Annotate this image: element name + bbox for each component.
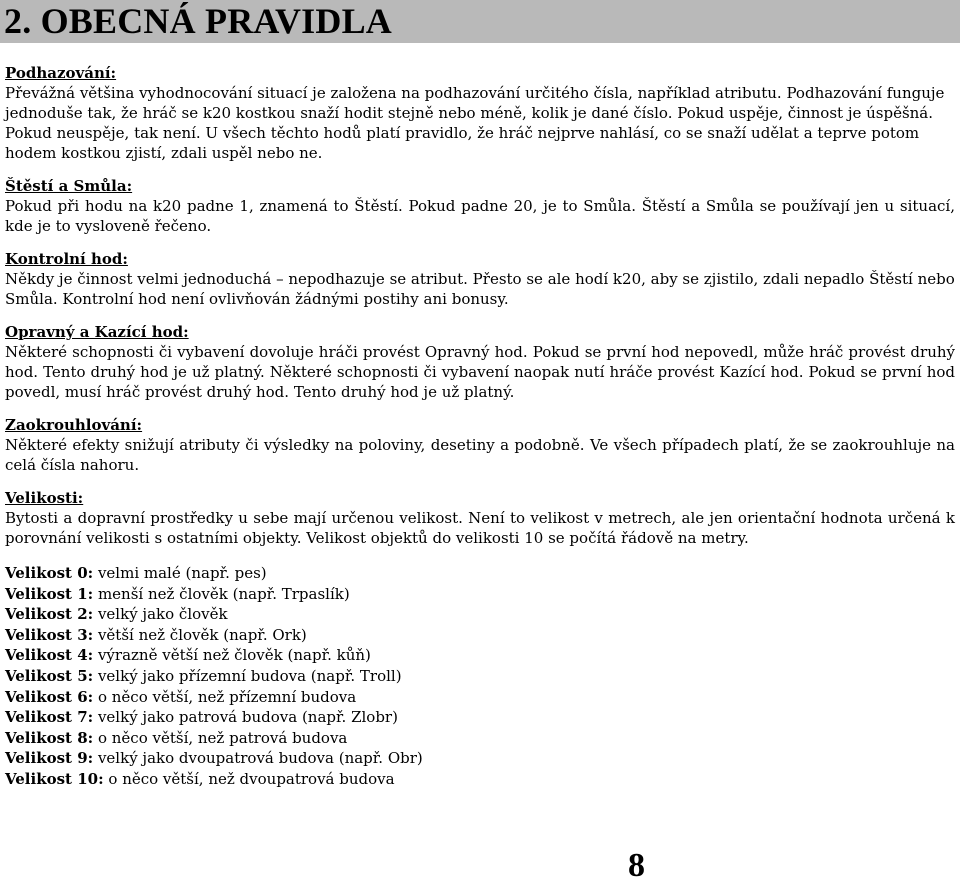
size-label: Velikost 8: — [5, 728, 94, 747]
document-body — [5, 63, 955, 790]
size-label: Velikost 7: — [5, 708, 94, 727]
size-label: Velikost 9: — [5, 749, 94, 768]
size-desc: o něco větší, než dvoupatrová budova — [108, 769, 395, 788]
section-kontrolni-hod — [5, 249, 955, 309]
size-label: Velikost 10: — [5, 769, 104, 788]
size-desc: velký jako člověk — [97, 605, 228, 624]
size-desc: velký jako dvoupatrová budova (např. Obr) — [97, 749, 423, 768]
section-text: Některé efekty snižují atributy či výsledky na poloviny, desetiny a podobně. Ve všech případech platí, že se zaokrouhluje na celá čísla nahoru. — [5, 436, 955, 474]
section-heading: Opravný a Kazící hod: — [5, 323, 189, 341]
size-label: Velikost 4: — [5, 646, 94, 665]
page-title: 2. OBECNÁ PRAVIDLA — [4, 1, 392, 41]
section-heading: Podhazování: — [5, 64, 117, 82]
size-desc: velký jako přízemní budova (např. Troll) — [97, 666, 402, 685]
size-item — [5, 625, 955, 646]
section-stesti-a-smula — [5, 176, 955, 236]
size-desc: velmi malé (např. pes) — [97, 564, 267, 582]
section-heading: Zaokrouhlování: — [5, 416, 143, 434]
size-list — [5, 563, 955, 790]
size-item — [5, 645, 955, 666]
size-item — [5, 687, 955, 708]
page-number: 8 — [628, 847, 645, 884]
size-desc: o něco větší, než patrová budova — [97, 728, 348, 747]
section-text: Pokud při hodu na k20 padne 1, znamená to Štěstí. Pokud padne 20, je to Smůla. Štěstí a Smůla se používají jen u situací, kde je to vysloveně řečeno. — [5, 197, 955, 235]
size-desc: menší než člověk (např. Trpaslík) — [97, 584, 350, 603]
section-text: Bytosti a dopravní prostředky u sebe mají určenou velikost. Není to velikost v metrech, ale jen orientační hodnota určená k porovnání velikosti s ostatními objekty. Velikost objektů do velikosti 10 se počítá řádově na metry. — [5, 509, 955, 547]
size-label: Velikost 5: — [5, 666, 94, 685]
size-desc: výrazně větší než člověk (např. kůň) — [97, 646, 371, 665]
size-desc: větší než člověk (např. Ork) — [97, 625, 307, 644]
section-text: Převážná většina vyhodnocování situací je založena na podhazování určitého čísla, například atributu. Podhazování funguje jednoduše tak, že hráč se k20 kostkou snaží hodit stejně nebo méně, kolik je dané číslo. Pokud uspěje, činnost je úspěšná. Pokud neuspěje, tak není. U všech těchto hodů platí pravidlo, že hráč nejprve nahlásí, co se snaží udělat a teprve potom hodem kostkou zjistí, zdali uspěl nebo ne. — [5, 84, 945, 162]
title-bar — [0, 0, 960, 43]
size-item — [5, 584, 955, 605]
size-item — [5, 604, 955, 625]
size-desc: o něco větší, než přízemní budova — [97, 687, 357, 706]
size-item — [5, 728, 955, 749]
section-heading: Štěstí a Smůla: — [5, 177, 133, 195]
size-label: Velikost 2: — [5, 605, 94, 624]
size-item — [5, 563, 955, 584]
size-item — [5, 748, 955, 769]
section-opravny-a-kazici-hod — [5, 322, 955, 402]
size-item — [5, 666, 955, 687]
size-item — [5, 769, 955, 790]
size-desc: velký jako patrová budova (např. Zlobr) — [97, 708, 398, 727]
size-item — [5, 707, 955, 728]
section-heading: Velikosti: — [5, 489, 84, 507]
size-label: Velikost 1: — [5, 584, 94, 603]
size-label: Velikost 3: — [5, 625, 94, 644]
size-label: Velikost 0: — [5, 564, 94, 582]
section-velikosti — [5, 488, 955, 548]
section-heading: Kontrolní hod: — [5, 250, 128, 268]
section-text: Některé schopnosti či vybavení dovoluje hráči provést Opravný hod. Pokud se první hod nepovedl, může hráč provést druhý hod. Tento druhý hod je už platný. Některé schopnosti či vybavení naopak nutí hráče provést Kazící hod. Pokud se první hod povedl, musí hráč provést druhý hod. Tento druhý hod je už platný. — [5, 343, 955, 401]
section-zaokrouhlovani — [5, 415, 955, 475]
size-label: Velikost 6: — [5, 687, 94, 706]
section-podhazovani — [5, 63, 955, 163]
section-text: Někdy je činnost velmi jednoduchá – nepodhazuje se atribut. Přesto se ale hodí k20, aby se zjistilo, zdali nepadlo Štěstí nebo Smůla. Kontrolní hod není ovlivňován žádnými postihy ani bonusy. — [5, 270, 955, 308]
